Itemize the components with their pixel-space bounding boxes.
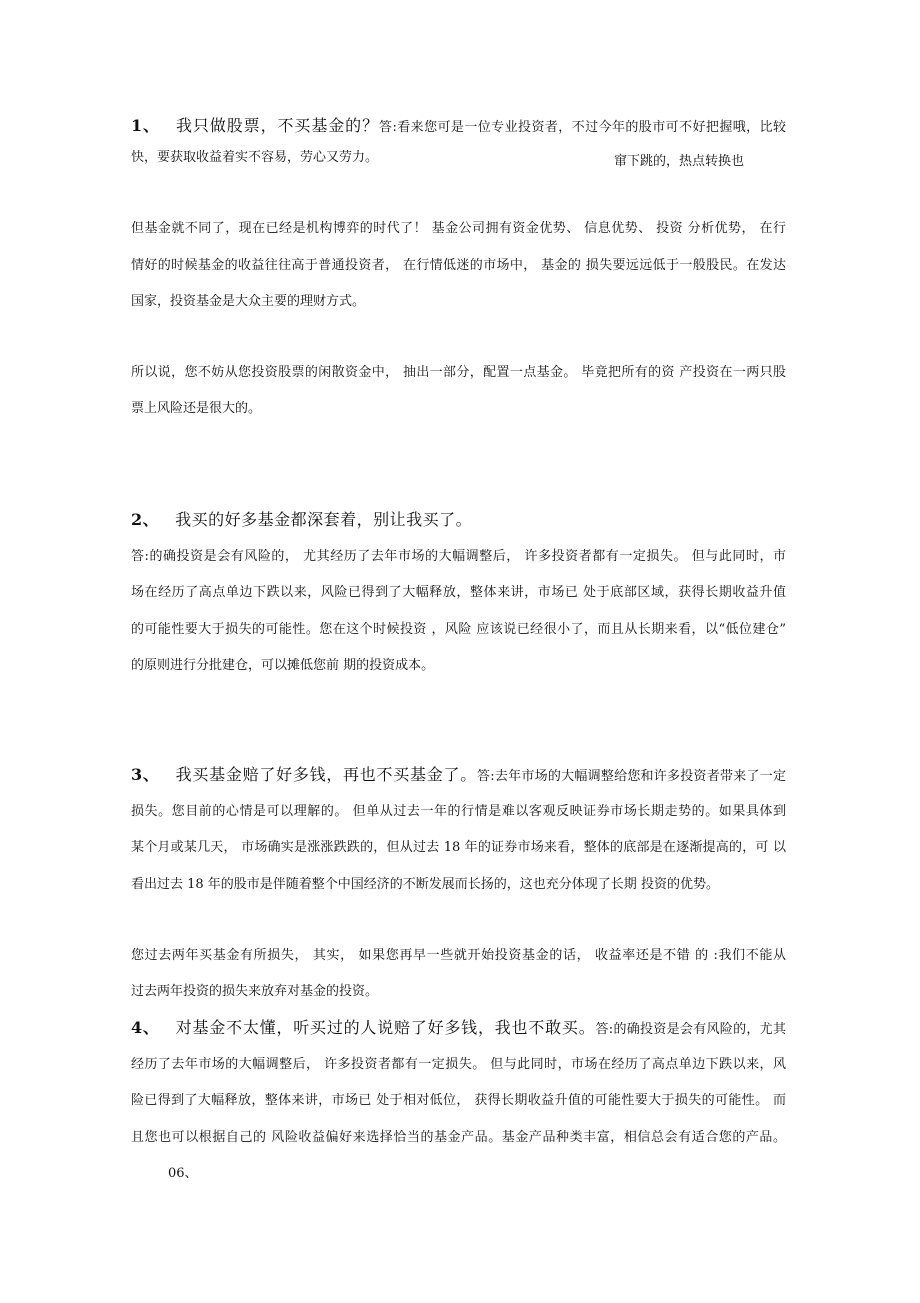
q3-paragraph-2-line-1: 您过去两年买基金有所损失， 其实， 如果您再早一些就开始投资基金的话， 收益率还是不错 的 :我们不能从 [131,948,786,963]
q3-paragraph-2-line-2: 过去两年投资的损失来放弃对基金的投资。 [131,984,379,999]
q3-title: 我买基金赔了好多钱，再也不买基金了。 [175,765,478,784]
q1-paragraph-2-line-2: 情好的时候基金的收益往往高于普通投资者， 在行情低迷的市场中， 基金的 损失要远远低于一般股民。在发达 [131,258,786,273]
next-item-number: 06、 [168,1166,198,1181]
q2-answer-line-4: 的原则进行分批建仓，可以摊低您前 期的投资成本。 [131,658,435,673]
q1-title: 我只做股票，不买基金的？ [175,116,380,135]
q2-title: 我买的好多基金都深套着，别让我买了。 [175,510,473,529]
q4-heading-line [131,1020,786,1038]
q2-answer-line-1: 答:的确投资是会有风险的， 尤其经历了去年市场的大幅调整后， 许多投资者都有一定损失。 但与此同时，市 [131,549,786,564]
q1-paragraph-3-line-2: 票上风险还是很大的。 [131,401,262,416]
q1-answer-floating-fragment: 窜下跳的，热点转换也 [614,154,745,169]
q1-answer-line-2: 快，要获取收益着实不容易，劳心又劳力。 [131,150,379,165]
q3-answer-line-4: 看出过去 18 年的股市是伴随着整个中国经济的不断发展而长扬的，这也充分体现了长期 投资的优势。 [131,877,719,892]
q2-answer-line-2: 场在经历了高点单边下跌以来，风险已得到了大幅释放，整体来讲，市场已 处于底部区域，获得长期收益升值 [131,585,786,600]
q2-heading-line [131,512,472,530]
q4-answer-line-3: 险已得到了大幅释放，整体来讲，市场已 处于相对低位， 获得长期收益升值的可能性要大于损失的可能性。 而 [131,1093,786,1108]
q4-number: 4、 [131,1018,160,1037]
q1-heading-line [131,118,786,136]
q3-answer-line-2: 损失。您目前的心情是可以理解的。 但单从过去一年的行情是难以客观反映证券市场长期走势的。如果具体到 [131,804,786,819]
q3-heading-line [131,767,786,785]
q1-paragraph-2-line-1: 但基金就不同了，现在已经是机构博弈的时代了！ 基金公司拥有资金优势、 信息优势、 投资 分析优势， 在行 [131,221,786,236]
q2-answer-line-3: 的可能性要大于损失的可能性。您在这个时候投资 ，风险 应该说已经很小了，而且从长期来看，以“低位建仓” [131,622,786,637]
q3-number: 3、 [131,765,160,784]
q3-answer-start: 答:去年市场的大幅调整给您和许多投资者带来了一定 [477,769,786,784]
q2-number: 2、 [131,510,160,529]
q4-answer-line-2: 经历了去年市场的大幅调整后， 许多投资者都有一定损失。 但与此同时，市场在经历了高点单边下跌以来，风 [131,1057,786,1072]
q4-title: 对基金不太懂，听买过的人说赔了好多钱，我也不敢买。 [175,1018,596,1037]
q1-paragraph-2-line-3: 国家，投资基金是大众主要的理财方式。 [131,294,366,309]
q1-answer-start: 答:看来您可是一位专业投资者，不过今年的股市可不好把握哦，比较 [379,120,786,135]
q1-number: 1、 [131,116,160,135]
q4-answer-start: 答:的确投资是会有风险的，尤其 [595,1022,786,1037]
q4-answer-line-4: 且您也可以根据自己的 风险收益偏好来选择恰当的基金产品。基金产品种类丰富，相信总会有适合您的产品。 [131,1130,786,1145]
q3-answer-line-3: 某个月或某几天， 市场确实是涨涨跌跌的，但从过去 18 年的证券市场来看，整体的底部是在逐渐提高的，可 以 [131,840,786,855]
q1-paragraph-3-line-1: 所以说，您不妨从您投资股票的闲散资金中， 抽出一部分，配置一点基金。 毕竟把所有的资 产投资在一两只股 [131,365,786,380]
